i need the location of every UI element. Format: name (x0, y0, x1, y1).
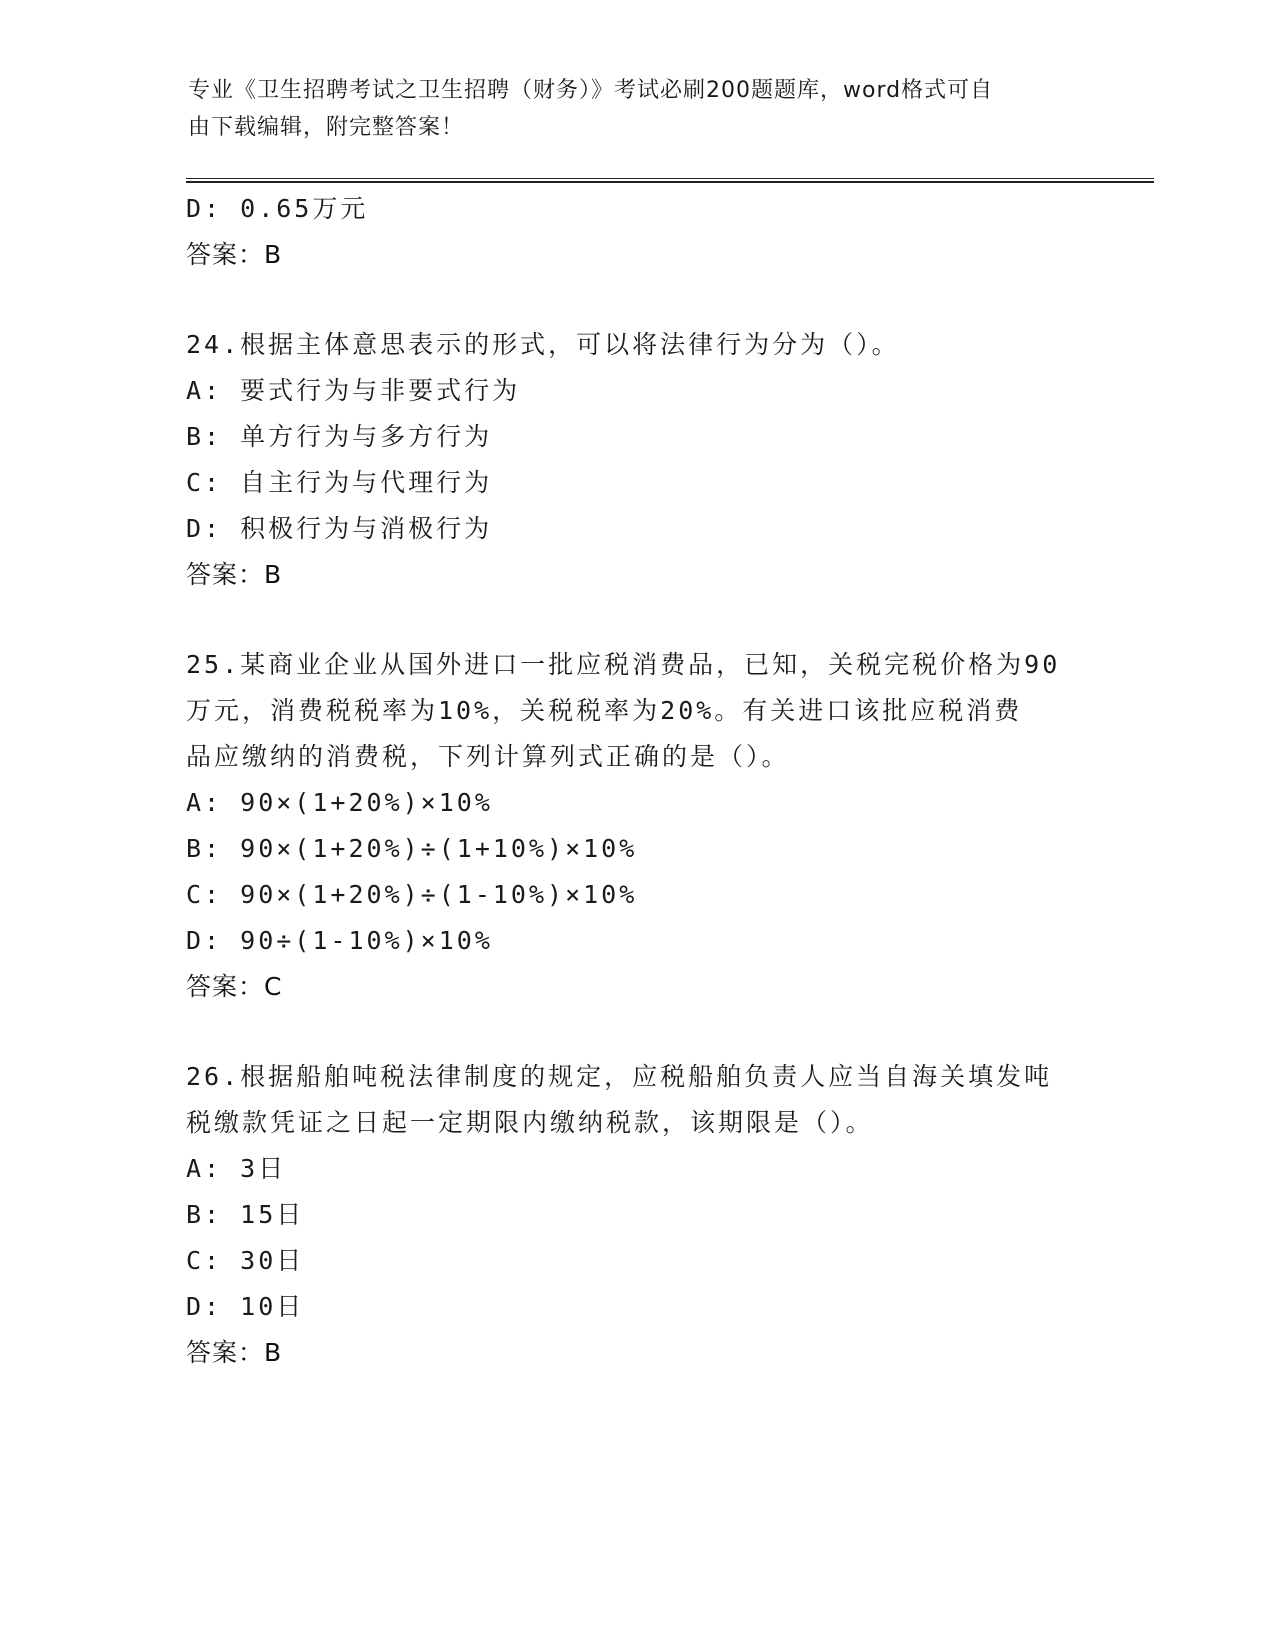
option-a: A: 要式行为与非要式行为 (186, 376, 521, 405)
question-26 (186, 1054, 1086, 1376)
previous-question-tail (186, 186, 1086, 278)
question-25 (186, 642, 1086, 1010)
option-b: B: 15日 (186, 1200, 305, 1229)
answer-line: 答案：B (186, 560, 283, 589)
question-stem-line: 税缴款凭证之日起一定期限内缴纳税款，该期限是（）。 (186, 1108, 874, 1137)
answer-line: 答案：C (186, 972, 283, 1001)
option-c: C: 自主行为与代理行为 (186, 468, 493, 497)
document-body (186, 186, 1086, 1376)
option-a: A: 90×(1+20%)×10% (186, 788, 493, 817)
option-d: D: 10日 (186, 1292, 305, 1321)
header-divider (186, 178, 1154, 183)
option-c: C: 90×(1+20%)÷(1-10%)×10% (186, 880, 638, 909)
question-stem-line: 品应缴纳的消费税，下列计算列式正确的是（）。 (186, 742, 790, 771)
question-stem-line: 24.根据主体意思表示的形式，可以将法律行为分为（）。 (186, 330, 900, 359)
question-24 (186, 322, 1086, 598)
header-line-2: 由下载编辑，附完整答案！ (188, 115, 465, 140)
answer-line: 答案：B (186, 1338, 283, 1367)
option-a: A: 3日 (186, 1154, 287, 1183)
option-d: D: 90÷(1-10%)×10% (186, 926, 493, 955)
option-c: C: 30日 (186, 1246, 305, 1275)
page-header (188, 72, 1068, 146)
header-line-1: 专业《卫生招聘考试之卫生招聘（财务）》考试必刷200题题库，word格式可自 (188, 78, 994, 103)
answer-line: 答案：B (186, 240, 283, 269)
option-b: B: 单方行为与多方行为 (186, 422, 493, 451)
question-stem-line: 26.根据船舶吨税法律制度的规定，应税船舶负责人应当自海关填发吨 (186, 1062, 1053, 1091)
option-d: D: 积极行为与消极行为 (186, 514, 493, 543)
question-stem-line: 25.某商业企业从国外进口一批应税消费品，已知，关税完税价格为90 (186, 650, 1061, 679)
option-d: D: 0.65万元 (186, 194, 369, 223)
question-stem-line: 万元，消费税税率为10%，关税税率为20%。有关进口该批应税消费 (186, 696, 1023, 725)
option-b: B: 90×(1+20%)÷(1+10%)×10% (186, 834, 638, 863)
